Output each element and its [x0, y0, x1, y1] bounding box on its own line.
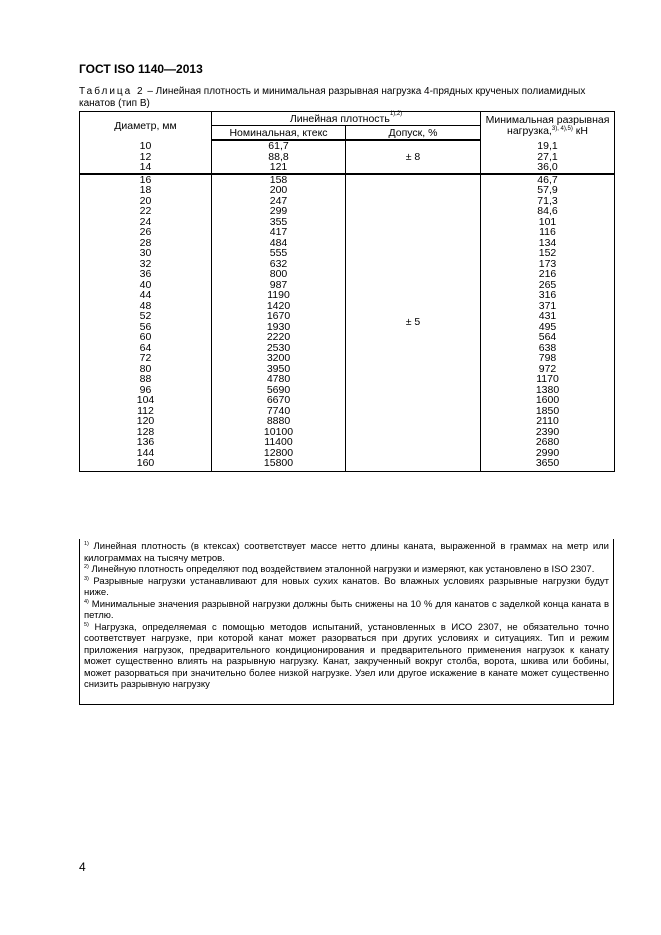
table-caption-text: – Линейная плотность и минимальная разрывная нагрузка 4-прядных крученых полиамидных канатов (тип В)	[79, 86, 586, 109]
nominal-density-cell: 88,8	[212, 152, 346, 163]
diameter-cell: 18	[80, 185, 212, 196]
footnote-number: 5)	[84, 621, 89, 628]
diameter-cell: 52	[80, 311, 212, 322]
footnote-text: Минимальные значения разрывной нагрузки должны быть снижены на 10 % для канатов с заделкой конца каната в петлю.	[84, 598, 609, 621]
min-breaking-load-cell: 101	[481, 217, 615, 228]
diameter-cell: 30	[80, 248, 212, 259]
diameter-cell: 40	[80, 280, 212, 291]
diameter-cell: 24	[80, 217, 212, 228]
nominal-density-cell: 11400	[212, 437, 346, 448]
table-group-1	[80, 140, 615, 174]
tolerance-cell: ± 8	[346, 140, 481, 174]
diameter-cell: 128	[80, 427, 212, 438]
nominal-density-cell: 8880	[212, 416, 346, 427]
diameter-cell: 12	[80, 152, 212, 163]
diameter-cell: 56	[80, 322, 212, 333]
diameter-cell: 144	[80, 448, 212, 459]
diameter-cell: 22	[80, 206, 212, 217]
nominal-density-cell: 7740	[212, 406, 346, 417]
footnote-text: Нагрузка, определяемая с помощью методов испытаний, установленных в ИСО 2307, не обязательно точно соответствует нагрузке, при которой канат может разорваться при других условиях и ситуациях. Тип и режим приложения нагрузок, предварительного кондиционирования и предварительного применения нагрузок к канату может существенно влиять на разрывную нагрузку. Канат, закрученный вокруг столба, ворота, шкива или бобины, может разорваться при значительно более низкой нагрузке. Узел или другое искажение в канате может существенно снизить разрывную нагрузку	[84, 621, 609, 690]
nominal-density-cell: 4780	[212, 374, 346, 385]
nominal-density-cell: 200	[212, 185, 346, 196]
nominal-density-cell: 5690	[212, 385, 346, 396]
nominal-density-cell: 61,7	[212, 140, 346, 152]
diameter-cell: 60	[80, 332, 212, 343]
min-breaking-load-cell: 1600	[481, 395, 615, 406]
diameter-cell: 28	[80, 238, 212, 249]
min-breaking-load-cell: 2110	[481, 416, 615, 427]
min-breaking-load-cell: 2990	[481, 448, 615, 459]
header-diameter: Диаметр, мм	[80, 112, 212, 141]
nominal-density-cell: 3950	[212, 364, 346, 375]
diameter-cell: 16	[80, 174, 212, 186]
diameter-cell: 26	[80, 227, 212, 238]
nominal-density-cell: 355	[212, 217, 346, 228]
diameter-cell: 20	[80, 196, 212, 207]
min-breaking-load-cell: 173	[481, 259, 615, 270]
standard-designation: ГОСТ ISO 1140—2013	[79, 62, 203, 76]
header-nominal: Номинальная, ктекс	[212, 126, 346, 141]
footnote-number: 4)	[84, 598, 89, 605]
nominal-density-cell: 2530	[212, 343, 346, 354]
nominal-density-cell: 632	[212, 259, 346, 270]
min-breaking-load-cell: 46,7	[481, 174, 615, 186]
nominal-density-cell: 1930	[212, 322, 346, 333]
diameter-cell: 88	[80, 374, 212, 385]
min-breaking-load-cell: 2390	[481, 427, 615, 438]
min-breaking-load-cell: 27,1	[481, 152, 615, 163]
nominal-density-cell: 247	[212, 196, 346, 207]
diameter-cell: 120	[80, 416, 212, 427]
min-breaking-load-cell: 1380	[481, 385, 615, 396]
diameter-cell: 72	[80, 353, 212, 364]
table-caption-label: Таблица 2	[79, 86, 145, 97]
header-breaking-line2: нагрузка,	[507, 125, 552, 137]
diameter-cell: 96	[80, 385, 212, 396]
nominal-density-cell: 800	[212, 269, 346, 280]
min-breaking-load-cell: 564	[481, 332, 615, 343]
min-breaking-load-cell: 1850	[481, 406, 615, 417]
diameter-cell: 64	[80, 343, 212, 354]
min-breaking-load-cell: 57,9	[481, 185, 615, 196]
header-linear-density-label: Линейная плотность	[289, 112, 390, 125]
footnote-number: 1)	[84, 541, 89, 547]
nominal-density-cell: 555	[212, 248, 346, 259]
header-linear-density-footnote-ref: 1),2)	[389, 110, 403, 117]
min-breaking-load-cell: 71,3	[481, 196, 615, 207]
diameter-cell: 48	[80, 301, 212, 312]
diameter-cell: 104	[80, 395, 212, 406]
header-breaking-footnote-ref: 3), 4),5)	[551, 126, 573, 132]
nominal-density-cell: 158	[212, 174, 346, 186]
nominal-density-cell: 15800	[212, 458, 346, 471]
header-min-breaking-load	[481, 112, 615, 141]
tolerance-cell: ± 5	[346, 174, 481, 472]
table-row	[80, 140, 615, 152]
min-breaking-load-cell: 19,1	[481, 140, 615, 152]
nominal-density-cell: 3200	[212, 353, 346, 364]
rope-properties-table	[79, 111, 615, 472]
footnote-text: Линейная плотность (в ктексах) соответствует массе нетто длины каната, выраженной в граммах на метр или килограммах на тысячу метров.	[84, 541, 609, 564]
footnote-number: 2)	[84, 564, 89, 570]
min-breaking-load-cell: 431	[481, 311, 615, 322]
nominal-density-cell: 121	[212, 162, 346, 174]
footnote-text: Линейную плотность определяют под воздействием эталонной нагрузки и измеряют, как установлено в ISO 2307.	[88, 564, 595, 575]
diameter-cell: 160	[80, 458, 212, 471]
nominal-density-cell: 1420	[212, 301, 346, 312]
diameter-cell: 112	[80, 406, 212, 417]
header-tolerance: Допуск, %	[346, 126, 481, 141]
min-breaking-load-cell: 152	[481, 248, 615, 259]
nominal-density-cell: 1190	[212, 290, 346, 301]
nominal-density-cell: 12800	[212, 448, 346, 459]
footnote	[84, 599, 609, 622]
footnote	[84, 622, 609, 691]
diameter-cell: 36	[80, 269, 212, 280]
table-caption	[79, 86, 613, 110]
footnote	[84, 576, 609, 599]
footnote	[84, 541, 609, 564]
table-footnotes	[79, 539, 614, 705]
min-breaking-load-cell: 3650	[481, 458, 615, 471]
diameter-cell: 10	[80, 140, 212, 152]
footnote	[84, 564, 609, 576]
nominal-density-cell: 299	[212, 206, 346, 217]
min-breaking-load-cell: 1170	[481, 374, 615, 385]
min-breaking-load-cell: 638	[481, 343, 615, 354]
header-linear-density	[212, 112, 481, 126]
nominal-density-cell: 1670	[212, 311, 346, 322]
min-breaking-load-cell: 316	[481, 290, 615, 301]
header-breaking-unit: кН	[572, 125, 588, 137]
header-breaking-line1: Минимальная разрывная	[485, 114, 610, 126]
min-breaking-load-cell: 36,0	[481, 162, 615, 174]
min-breaking-load-cell: 495	[481, 322, 615, 333]
nominal-density-cell: 987	[212, 280, 346, 291]
nominal-density-cell: 6670	[212, 395, 346, 406]
min-breaking-load-cell: 265	[481, 280, 615, 291]
min-breaking-load-cell: 2680	[481, 437, 615, 448]
diameter-cell: 80	[80, 364, 212, 375]
min-breaking-load-cell: 134	[481, 238, 615, 249]
nominal-density-cell: 417	[212, 227, 346, 238]
diameter-cell: 136	[80, 437, 212, 448]
footnote-number: 3)	[84, 575, 89, 582]
min-breaking-load-cell: 84,6	[481, 206, 615, 217]
footnote-text: Разрывные нагрузки устанавливают для новых сухих канатов. Во влажных условиях разрывные нагрузки будут ниже.	[84, 575, 609, 598]
nominal-density-cell: 484	[212, 238, 346, 249]
table-row	[80, 174, 615, 186]
min-breaking-load-cell: 216	[481, 269, 615, 280]
min-breaking-load-cell: 371	[481, 301, 615, 312]
table-group-2	[80, 174, 615, 472]
diameter-cell: 14	[80, 162, 212, 174]
min-breaking-load-cell: 972	[481, 364, 615, 375]
nominal-density-cell: 10100	[212, 427, 346, 438]
page-number: 4	[79, 860, 86, 874]
min-breaking-load-cell: 116	[481, 227, 615, 238]
diameter-cell: 32	[80, 259, 212, 270]
diameter-cell: 44	[80, 290, 212, 301]
min-breaking-load-cell: 798	[481, 353, 615, 364]
nominal-density-cell: 2220	[212, 332, 346, 343]
